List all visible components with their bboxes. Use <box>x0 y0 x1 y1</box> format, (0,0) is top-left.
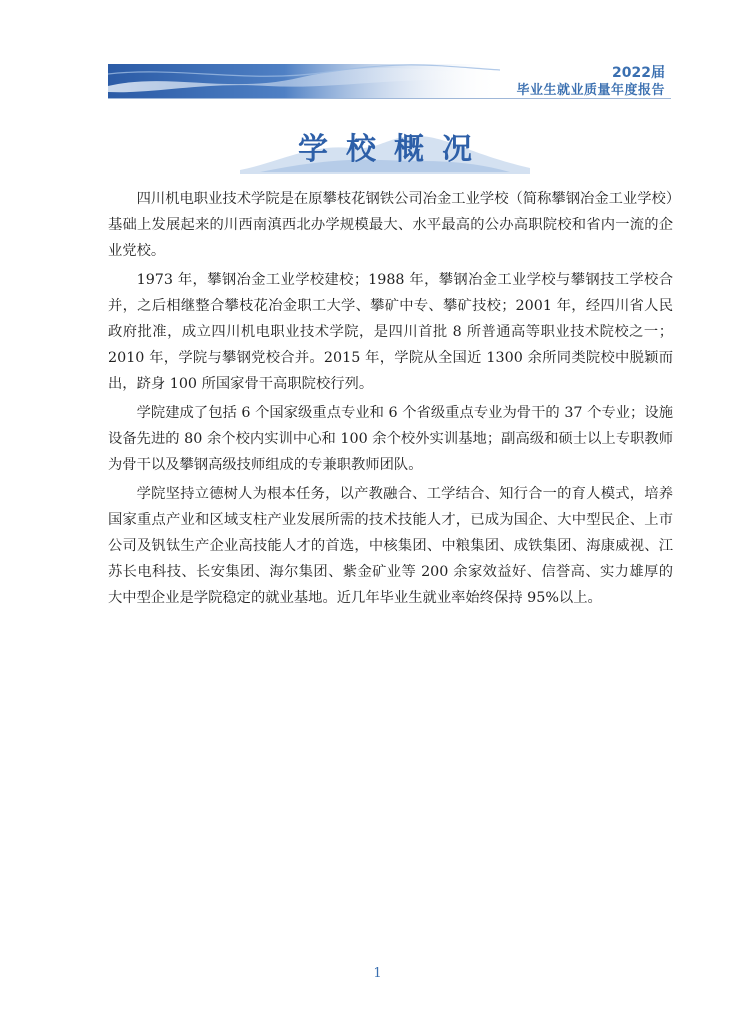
paragraph: 四川机电职业技术学院是在原攀枝花钢铁公司冶金工业学校（简称攀钢冶金工业学校）基础上发展起来的川西南滇西北办学规模最大、水平最高的公办高职院校和省内一流的企业党校。 <box>108 191 673 259</box>
document-body <box>108 186 673 614</box>
page-title: 学校概况 <box>298 132 490 167</box>
report-title: 毕业生就业质量年度报告 <box>516 83 665 98</box>
report-year: 2022届 <box>612 65 665 81</box>
paragraph: 学院建成了包括 6 个国家级重点专业和 6 个省级重点专业为骨干的 37 个专业；设施设备先进的 80 余个校内实训中心和 100 余个校外实训基地；副高级和硕士以上专职教师为骨干以及攀钢高级技师组成的专兼职教师团队。 <box>108 405 673 473</box>
header-report-info <box>516 64 665 100</box>
page-number: 1 <box>373 966 382 981</box>
header-banner-decoration <box>108 64 500 98</box>
header-divider <box>108 98 671 99</box>
paragraph: 1973 年，攀钢冶金工业学校建校；1988 年，攀钢冶金工业学校与攀钢技工学校合并，之后相继整合攀枝花冶金职工大学、攀矿中专、攀矿技校；2001 年，经四川省人民政府批准，成立四川机电职业技术学院，是四川首批 8 所普通高等职业技术院校之一；2010 年，学院与攀钢党校合并。2015 年，学院从全国近 1300 余所同类院校中脱颖而出，跻身 100 所国家骨干高职院校行列。 <box>108 272 673 392</box>
section-title-block <box>240 118 530 174</box>
paragraph: 学院坚持立德树人为根本任务，以产教融合、工学结合、知行合一的育人模式，培养国家重点产业和区域支柱产业发展所需的技术技能人才，已成为国企、大中型民企、上市公司及钒钛生产企业高技能人才的首选，中核集团、中粮集团、成铁集团、海康威视、江苏长电科技、长安集团、海尔集团、紫金矿业等 200 余家效益好、信誉高、实力雄厚的大中型企业是学院稳定的就业基地。近几年毕业生就业率始终保持 95%以上。 <box>108 486 673 606</box>
